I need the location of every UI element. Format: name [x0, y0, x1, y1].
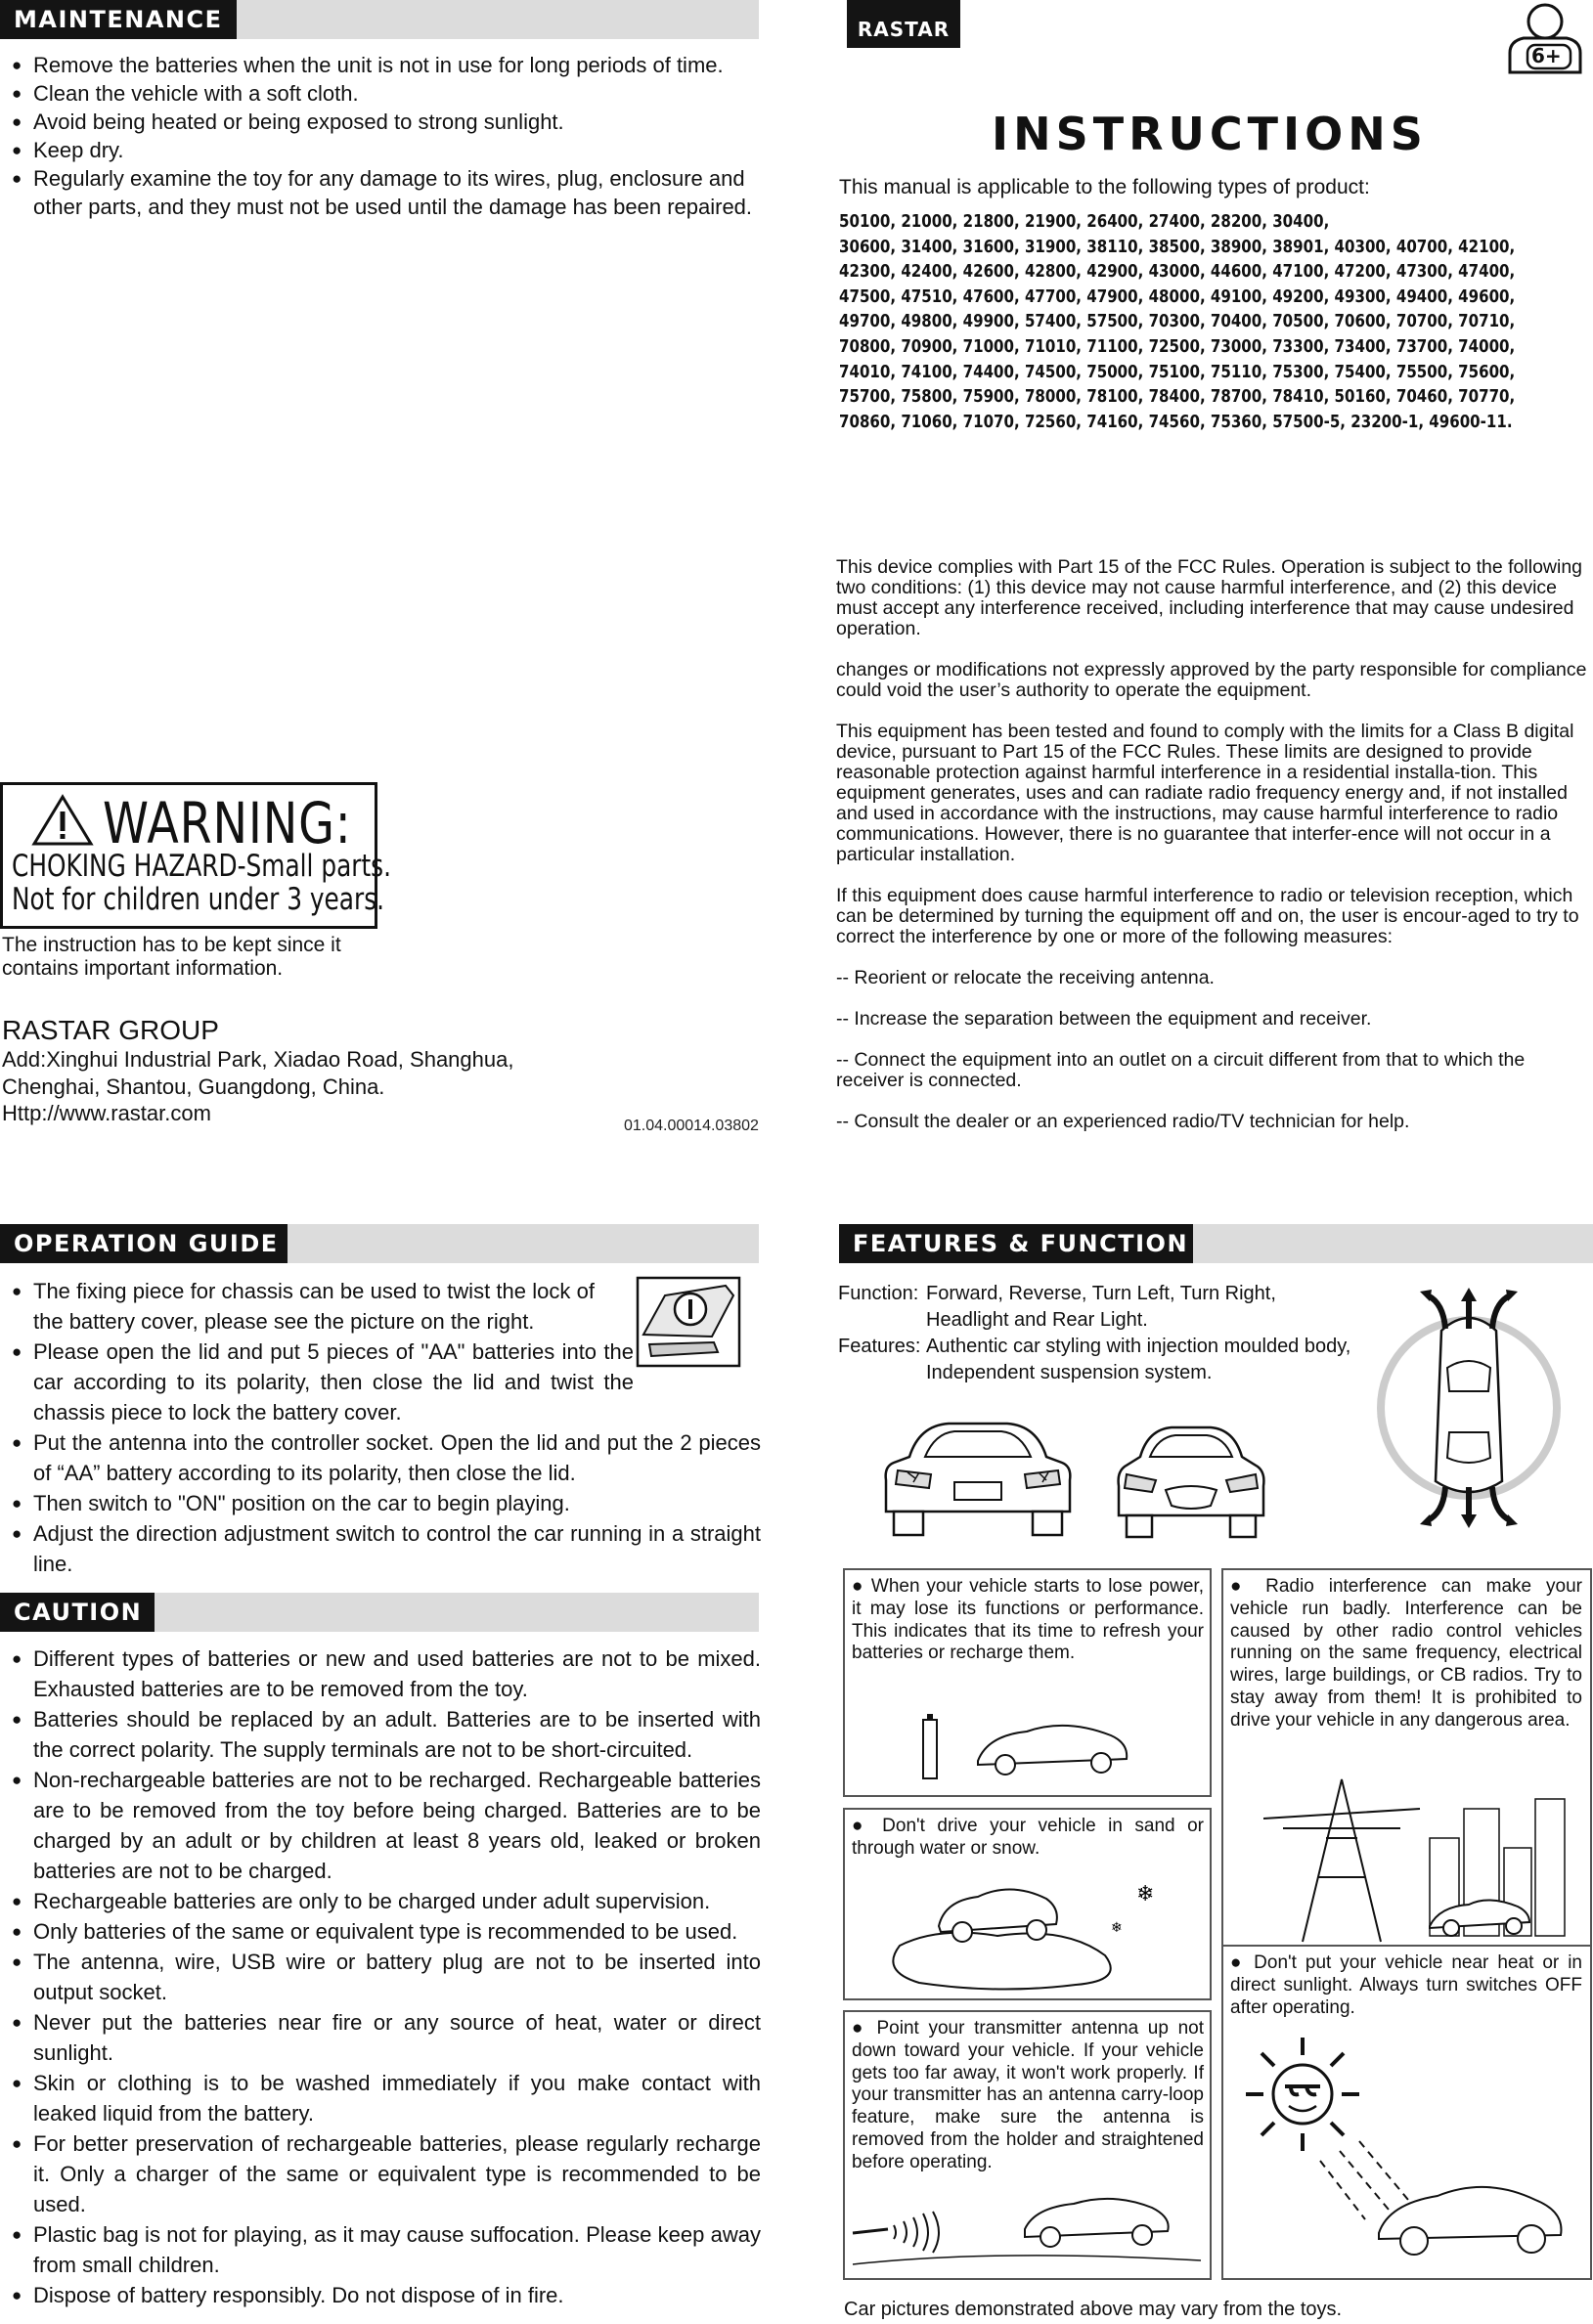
list-item: ● Regularly examine the toy for any damage to its wires, plug, enclosure and other parts, and they must not be used until the damage has been repaired.	[8, 164, 761, 221]
list-item: ● Remove the batteries when the unit is not in use for long periods of time.	[8, 51, 761, 79]
maintenance-list	[8, 51, 761, 221]
car-rear-illustration	[880, 1418, 1076, 1540]
fcc-paragraph: -- Reorient or relocate the receiving antenna.	[836, 967, 1215, 988]
interference-illustration	[1224, 1770, 1588, 1942]
model-line: 74010, 74100, 74400, 74500, 75000, 75100, 75110, 75300, 75400, 75500, 75600,	[839, 362, 1516, 382]
list-item: ● Non-rechargeable batteries are not to be recharged. Rechargeable batteries are to be removed from the toy before being charged. Batteries are to be charged by an adult or by children at least 8 years old, leaked or broken batteries are not to be charged.	[8, 1765, 761, 1886]
tip-text: ● Radio interference can make your vehicle run badly. Interference can be caused by other radio control vehicles running on the same frequency, electrical wires, large buildings, or CB radios. Try to stay away from them! It is prohibited to drive your vehicle in any dangerous area.	[1230, 1576, 1582, 1731]
list-item: ● Then switch to "ON" position on the car to begin playing.	[8, 1488, 761, 1518]
warning-line: Not for children under 3 years.	[12, 882, 385, 917]
page-title: INSTRUCTIONS	[992, 108, 1428, 160]
list-item: ● Plastic bag is not for playing, as it may cause suffocation. Please keep away from small children.	[8, 2219, 761, 2280]
features-label: Features:	[838, 1336, 921, 1357]
fcc-paragraph: This device complies with Part 15 of the FCC Rules. Operation is subject to the following two conditions: (1) this device may not cause harmful interference, and (2) this device must accept any interference received, including interference that may cause undesired operation.	[836, 556, 1583, 639]
features-header: FEATURES & FUNCTION	[839, 1224, 1193, 1263]
tip-text: ● Don't put your vehicle near heat or in direct sunlight. Always turn switches OFF after operating.	[1230, 1952, 1582, 2018]
svg-text:❄: ❄	[1136, 1882, 1155, 1907]
footer-note: Car pictures demonstrated above may vary from the toys.	[844, 2299, 1343, 2320]
operation-list	[8, 1276, 761, 1579]
features-text: Independent suspension system.	[926, 1362, 1213, 1383]
battery-car-illustration	[919, 1706, 1134, 1784]
fcc-paragraph: changes or modifications not expressly approved by the party responsible for compliance could void the user’s authority to operate the equipment.	[836, 659, 1587, 701]
logo-text: RASTAR	[857, 18, 951, 41]
caution-header: CAUTION	[0, 1593, 155, 1632]
fcc-statement	[836, 557, 1593, 1153]
list-item: ● Avoid being heated or being exposed to strong sunlight.	[8, 108, 761, 136]
operation-header-bar	[0, 1224, 759, 1263]
tip-text: ● Don't drive your vehicle in sand or through water or snow.	[852, 1816, 1204, 1859]
list-item: ● Clean the vehicle with a soft cloth.	[8, 79, 761, 108]
list-item: ● Rechargeable batteries are only to be charged under adult supervision.	[8, 1886, 761, 1916]
fcc-paragraph: If this equipment does cause harmful interference to radio or television reception, which can be determined by turning the equipment off and on, the user is encour-aged to try to correct the interference by one or more of the following measures:	[836, 885, 1579, 947]
website-link[interactable]: Http://www.rastar.com	[2, 1101, 211, 1125]
caution-list	[8, 1644, 761, 2310]
list-item: ● Put the antenna into the controller socket. Open the lid and put the 2 pieces of “AA” battery according to its polarity, then close the lid.	[8, 1427, 761, 1488]
list-item: ● The fixing piece for chassis can be used to twist the lock of the battery cover, please see the picture on the right.	[8, 1276, 595, 1337]
list-item: ● Dispose of battery responsibly. Do not dispose of in fire.	[8, 2280, 761, 2310]
fcc-paragraph: -- Increase the separation between the equipment and receiver.	[836, 1008, 1372, 1030]
model-line: 42300, 42400, 42600, 42800, 42900, 43000, 44600, 47100, 47200, 47300, 47400,	[839, 262, 1516, 283]
list-item: ● Never put the batteries near fire or any source of heat, water or direct sunlight.	[8, 2007, 761, 2068]
list-item: ● Skin or clothing is to be washed immediately if you make contact with leaked liquid from the battery.	[8, 2068, 761, 2128]
list-item: ● For better preservation of rechargeable batteries, please regularly recharge it. Only a charger of the same or equivalent type is recommended to be used.	[8, 2128, 761, 2219]
fcc-paragraph: This equipment has been tested and found to comply with the limits for a Class B digital device, pursuant to Part 15 of the FCC Rules. These limits are designed to provide reasonable protection against harmful interference in a residential installa-tion. This equipment generates, uses and can radiate radio frequency energy and, if not installed and used in accordance with the instructions, may cause harmful interference to radio communications. However, there is no guarantee that interfer-ence will not occur in a particular installation.	[836, 721, 1574, 865]
list-item: ● Different types of batteries or new and used batteries are not to be mixed. Exhausted batteries are to be removed from the toy.	[8, 1644, 761, 1704]
fcc-paragraph: -- Connect the equipment into an outlet on a circuit different from that to which the receiver is connected.	[836, 1049, 1526, 1091]
model-line: 49700, 49800, 49900, 57400, 57500, 70300, 70400, 70500, 70600, 70700, 70710,	[839, 312, 1516, 332]
list-item: ● Keep dry.	[8, 136, 761, 164]
list-item: ● Batteries should be replaced by an adult. Batteries are to be inserted with the correct polarity. The supply terminals are not to be short-circuited.	[8, 1704, 761, 1765]
features-text: Authentic car styling with injection moulded body,	[926, 1336, 1351, 1357]
caution-header-bar	[0, 1593, 759, 1632]
features-header-bar	[839, 1224, 1593, 1263]
car-direction-illustration	[1371, 1286, 1567, 1530]
warning-title: WARNING:	[103, 790, 352, 856]
age-badge: 6+	[1531, 44, 1562, 67]
function-label: Function:	[838, 1283, 919, 1304]
model-line: 70800, 70900, 71000, 71010, 71100, 72500, 73000, 73300, 73400, 73700, 74000,	[839, 336, 1516, 357]
address-line: Chenghai, Shantou, Guangdong, China.	[2, 1074, 385, 1099]
address-line: Add:Xinghui Industrial Park, Xiadao Road, Shanghua,	[2, 1047, 514, 1072]
operation-header: OPERATION GUIDE	[0, 1224, 288, 1263]
warning-triangle-icon	[31, 794, 94, 847]
list-item: ● Adjust the direction adjustment switch to control the car running in a straight line.	[8, 1518, 761, 1579]
model-line: 50100, 21000, 21800, 21900, 26400, 27400, 28200, 30400,	[839, 212, 1330, 232]
warning-line: CHOKING HAZARD-Small parts.	[12, 849, 391, 884]
tip-text: ● Point your transmitter antenna up not down toward your vehicle. If your vehicle gets too far away, it won't work properly. If your transmitter has an antenna carry-loop feature, make sure the antenna is removed from the holder and straightened before operating.	[852, 2018, 1204, 2172]
function-text: Forward, Reverse, Turn Left, Turn Right,	[926, 1283, 1276, 1304]
svg-text:❄: ❄	[1111, 1920, 1123, 1936]
model-line: 75700, 75800, 75900, 78000, 78100, 78400, 78700, 78410, 50160, 70460, 70770,	[839, 387, 1516, 408]
model-line: 47500, 47510, 47600, 47700, 47900, 48000, 49100, 49200, 49300, 49400, 49600,	[839, 286, 1516, 307]
car-front-illustration	[1113, 1418, 1269, 1540]
keep-instruction-note: The instruction has to be kept since it contains important information.	[2, 934, 341, 980]
company-name: RASTAR GROUP	[2, 1015, 219, 1045]
maintenance-header-bar	[0, 0, 759, 39]
list-item: ● Please open the lid and put 5 pieces of "AA" batteries into the car according to its polarity, then close the lid and twist the chassis piece to lock the battery cover.	[8, 1337, 634, 1427]
applicable-text: This manual is applicable to the following types of product:	[839, 176, 1370, 198]
maintenance-header: MAINTENANCE	[0, 0, 237, 39]
fcc-paragraph: -- Consult the dealer or an experienced radio/TV technician for help.	[836, 1111, 1410, 1132]
company-address	[2, 1046, 589, 1127]
model-line: 70860, 71060, 71070, 72560, 74160, 74560, 75360, 57500-5, 23200-1, 49600-11.	[839, 412, 1513, 432]
list-item: ● Only batteries of the same or equivalent type is recommended to be used.	[8, 1916, 761, 1947]
model-list	[839, 210, 1563, 435]
sun-heat-illustration	[1242, 2034, 1584, 2268]
model-line: 30600, 31400, 31600, 31900, 38110, 38500, 38900, 38901, 40300, 40700, 42100,	[839, 237, 1516, 257]
function-description	[838, 1281, 1386, 1386]
list-item: ● The antenna, wire, USB wire or battery plug are not to be inserted into output socket.	[8, 1947, 761, 2007]
function-text: Headlight and Rear Light.	[926, 1309, 1148, 1331]
document-code: 01.04.00014.03802	[624, 1118, 759, 1134]
tip-text: ● When your vehicle starts to lose power, it may lose its functions or performance. This indicates that its time to refresh your batteries or recharge them.	[852, 1576, 1204, 1664]
water-snow-illustration	[880, 1858, 1173, 1995]
rastar-logo	[847, 0, 960, 48]
antenna-signal-illustration	[849, 2190, 1206, 2268]
